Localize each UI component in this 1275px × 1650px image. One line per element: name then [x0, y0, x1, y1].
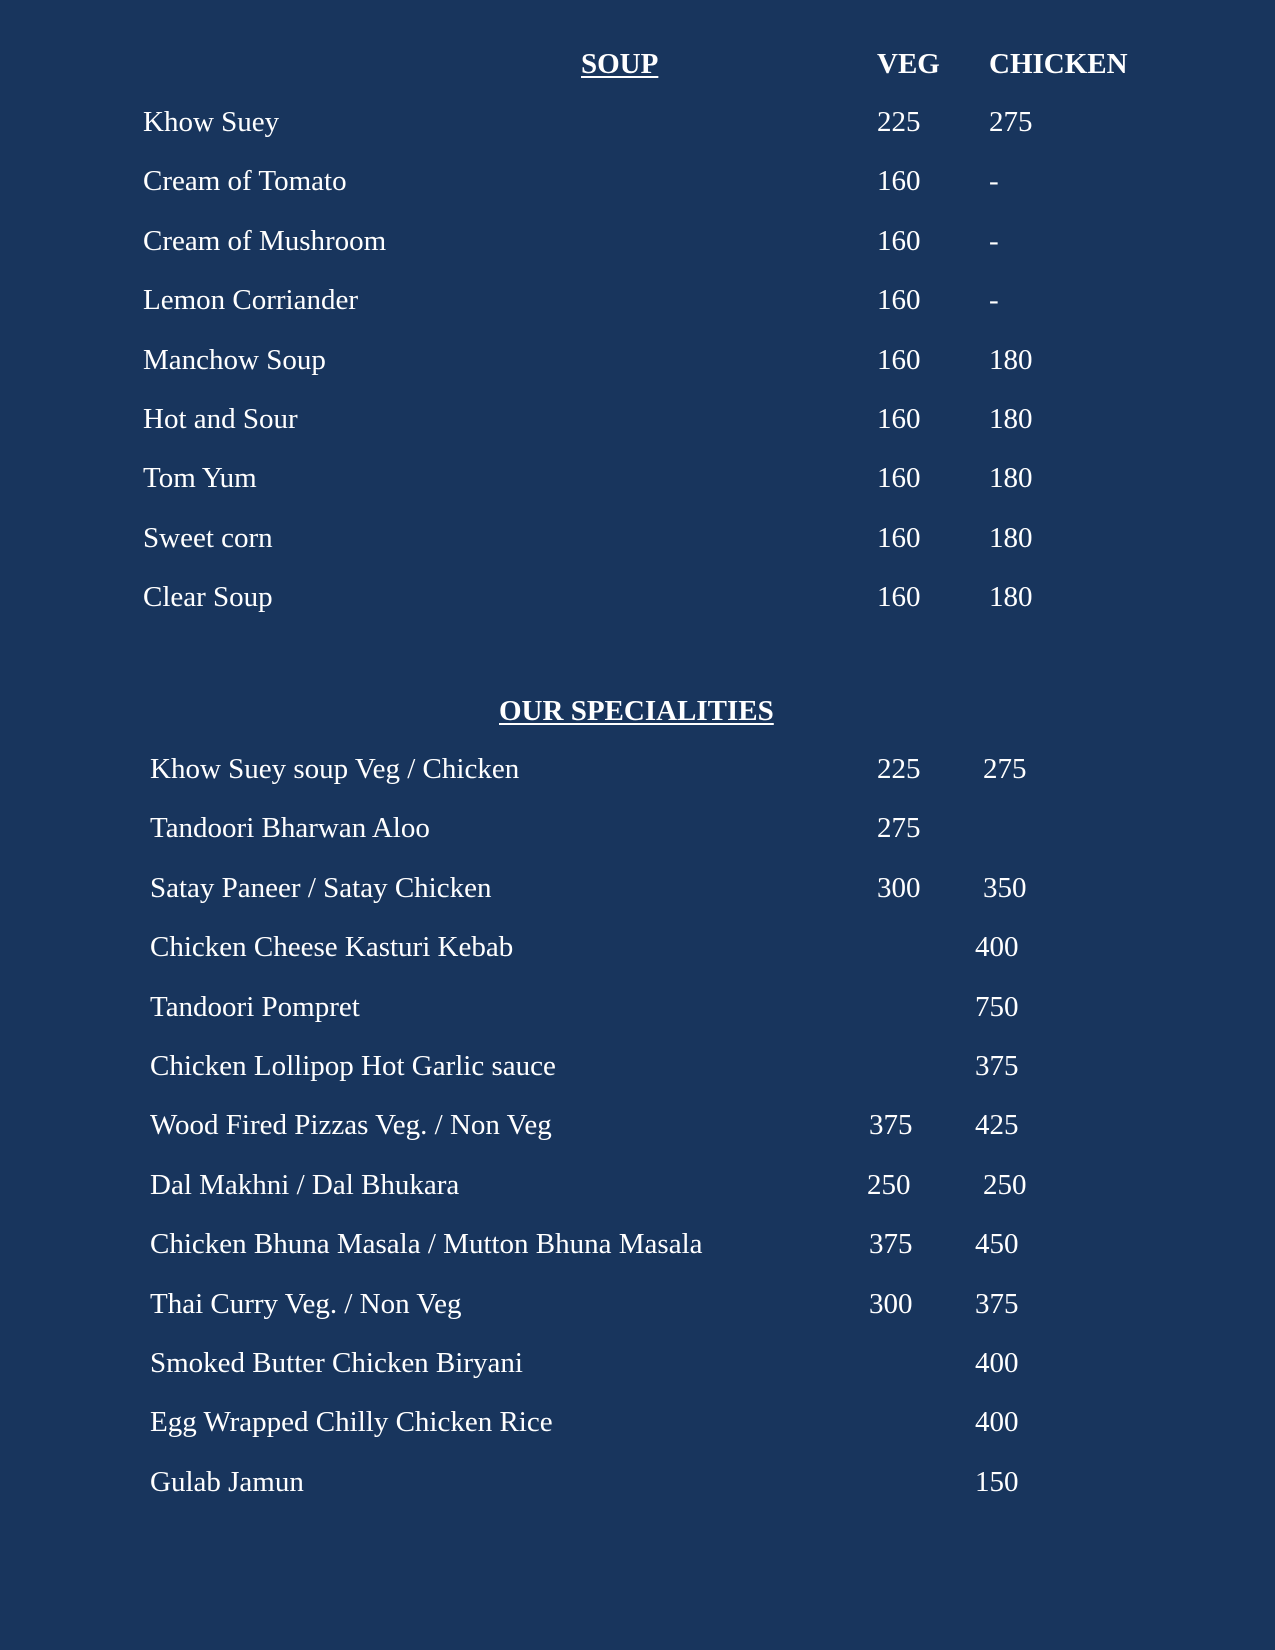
speciality-price-1: 225 [877, 753, 921, 785]
speciality-row [0, 1348, 1275, 1388]
soup-chicken-price: 275 [989, 106, 1033, 138]
soup-chicken-price: - [989, 284, 999, 316]
soup-row [0, 345, 1275, 385]
speciality-row [0, 1051, 1275, 1091]
soup-veg-price: 160 [877, 522, 921, 554]
soup-item-name: Clear Soup [143, 581, 273, 613]
soup-row [0, 107, 1275, 147]
speciality-row [0, 1467, 1275, 1507]
speciality-row [0, 754, 1275, 794]
soup-item-name: Cream of Tomato [143, 165, 347, 197]
soup-veg-price: 160 [877, 225, 921, 257]
speciality-price-2: 275 [983, 753, 1027, 785]
soup-chicken-price: - [989, 165, 999, 197]
soup-veg-price: 160 [877, 581, 921, 613]
speciality-item-name: Egg Wrapped Chilly Chicken Rice [150, 1406, 553, 1438]
speciality-row [0, 992, 1275, 1032]
soup-chicken-price: 180 [989, 581, 1033, 613]
speciality-price-2: 400 [975, 1347, 1019, 1379]
speciality-price-2: 250 [983, 1169, 1027, 1201]
speciality-price-2: 350 [983, 872, 1027, 904]
speciality-row [0, 1407, 1275, 1447]
soup-veg-price: 160 [877, 462, 921, 494]
speciality-price-1: 250 [867, 1169, 911, 1201]
speciality-item-name: Chicken Cheese Kasturi Kebab [150, 931, 514, 963]
soup-item-name: Tom Yum [143, 462, 257, 494]
chicken-column-header: CHICKEN [989, 48, 1128, 80]
soup-item-name: Manchow Soup [143, 344, 326, 376]
speciality-row [0, 813, 1275, 853]
veg-column-header: VEG [877, 48, 940, 80]
speciality-row [0, 873, 1275, 913]
soup-row [0, 463, 1275, 503]
speciality-price-2: 375 [975, 1050, 1019, 1082]
speciality-item-name: Thai Curry Veg. / Non Veg [150, 1288, 462, 1320]
soup-veg-price: 160 [877, 403, 921, 435]
speciality-price-1: 300 [869, 1288, 913, 1320]
soup-row [0, 166, 1275, 206]
speciality-row [0, 1229, 1275, 1269]
soup-veg-price: 225 [877, 106, 921, 138]
speciality-price-1: 375 [869, 1228, 913, 1260]
soup-veg-price: 160 [877, 284, 921, 316]
speciality-item-name: Chicken Bhuna Masala / Mutton Bhuna Masala [150, 1228, 703, 1260]
soup-chicken-price: 180 [989, 522, 1033, 554]
soup-chicken-price: 180 [989, 344, 1033, 376]
specialities-heading: OUR SPECIALITIES [499, 695, 774, 727]
speciality-row [0, 1110, 1275, 1150]
speciality-item-name: Tandoori Bharwan Aloo [150, 812, 430, 844]
soup-item-name: Sweet corn [143, 522, 273, 554]
soup-row [0, 582, 1275, 622]
speciality-price-1: 300 [877, 872, 921, 904]
soup-row [0, 404, 1275, 444]
speciality-price-2: 750 [975, 991, 1019, 1023]
speciality-item-name: Wood Fired Pizzas Veg. / Non Veg [150, 1109, 552, 1141]
speciality-item-name: Chicken Lollipop Hot Garlic sauce [150, 1050, 556, 1082]
speciality-price-2: 400 [975, 931, 1019, 963]
speciality-price-2: 150 [975, 1466, 1019, 1498]
speciality-row [0, 1289, 1275, 1329]
soup-item-name: Khow Suey [143, 106, 280, 138]
soup-veg-price: 160 [877, 165, 921, 197]
speciality-price-2: 400 [975, 1406, 1019, 1438]
soup-row [0, 285, 1275, 325]
speciality-price-2: 450 [975, 1228, 1019, 1260]
speciality-price-2: 425 [975, 1109, 1019, 1141]
soup-item-name: Lemon Corriander [143, 284, 359, 316]
speciality-item-name: Gulab Jamun [150, 1466, 304, 1498]
speciality-price-1: 375 [869, 1109, 913, 1141]
soup-chicken-price: - [989, 225, 999, 257]
soup-item-name: Cream of Mushroom [143, 225, 387, 257]
soup-chicken-price: 180 [989, 403, 1033, 435]
speciality-price-2: 375 [975, 1288, 1019, 1320]
speciality-price-1: 275 [877, 812, 921, 844]
soup-row [0, 523, 1275, 563]
speciality-item-name: Satay Paneer / Satay Chicken [150, 872, 492, 904]
soup-heading: SOUP [581, 48, 659, 80]
speciality-item-name: Smoked Butter Chicken Biryani [150, 1347, 523, 1379]
soup-row [0, 226, 1275, 266]
speciality-item-name: Khow Suey soup Veg / Chicken [150, 753, 520, 785]
speciality-item-name: Dal Makhni / Dal Bhukara [150, 1169, 460, 1201]
soup-veg-price: 160 [877, 344, 921, 376]
soup-item-name: Hot and Sour [143, 403, 298, 435]
speciality-row [0, 1170, 1275, 1210]
soup-chicken-price: 180 [989, 462, 1033, 494]
speciality-row [0, 932, 1275, 972]
speciality-item-name: Tandoori Pompret [150, 991, 360, 1023]
